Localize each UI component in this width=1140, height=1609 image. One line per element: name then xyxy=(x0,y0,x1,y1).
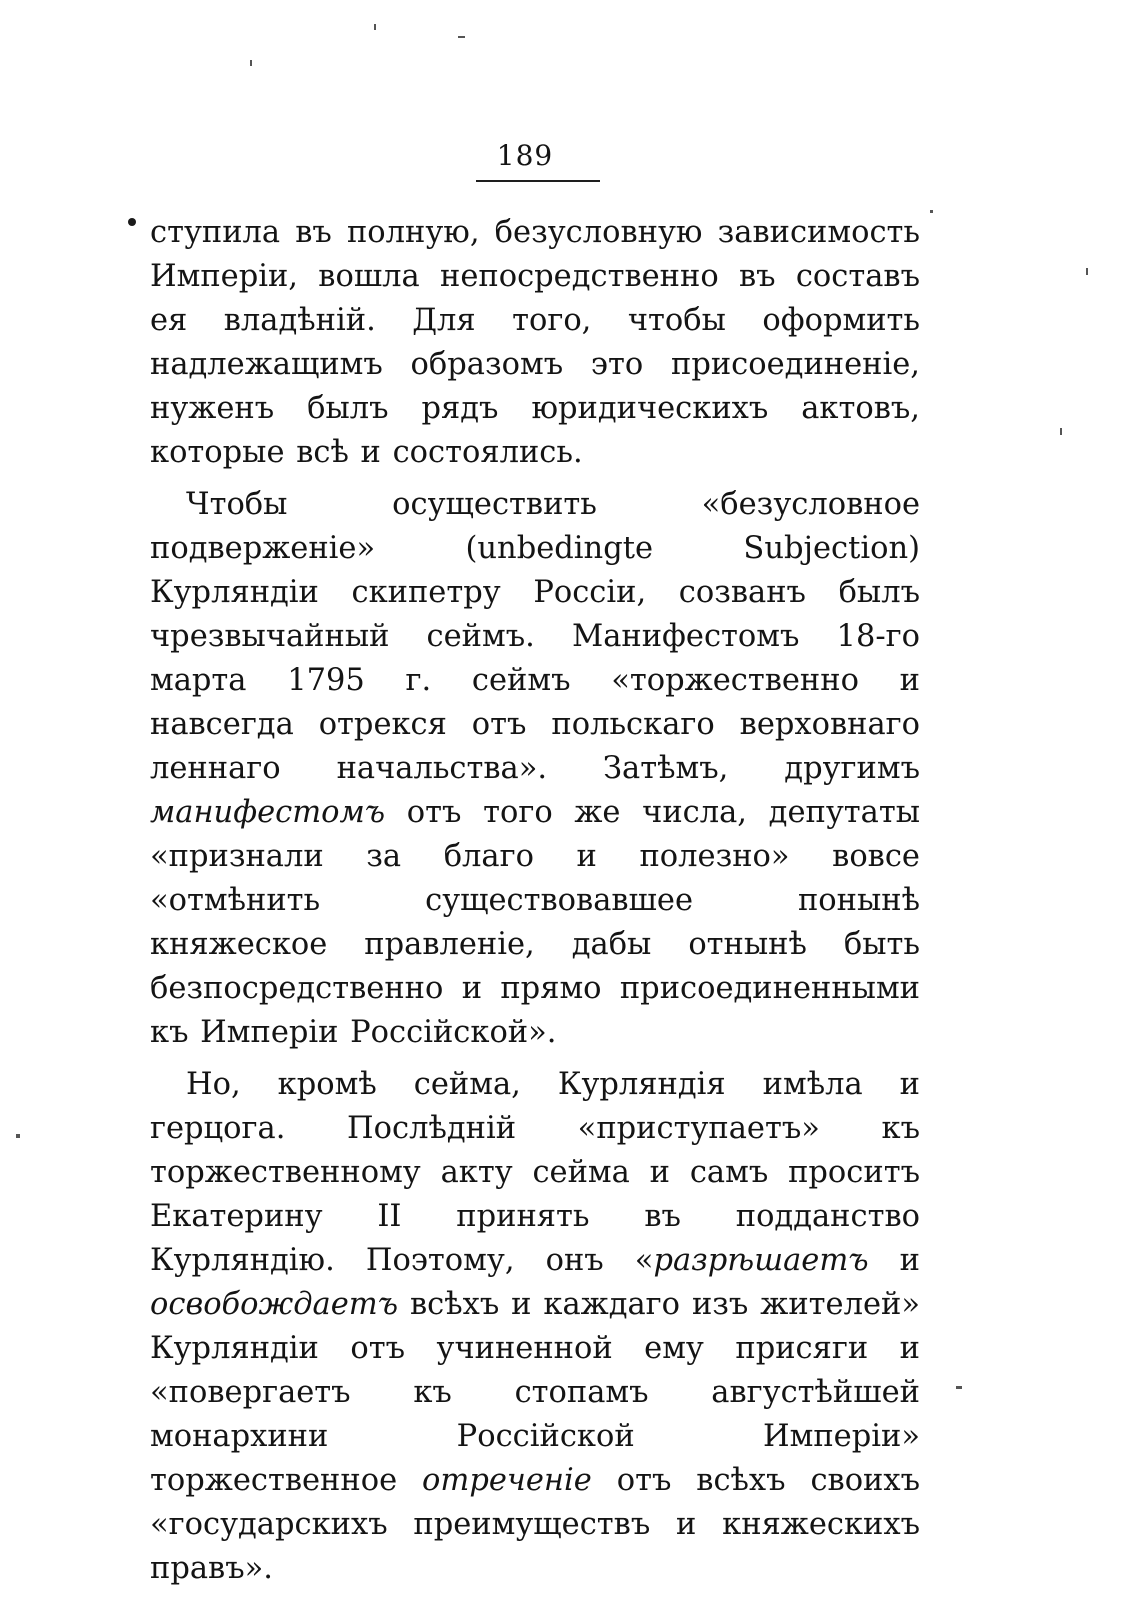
page-number: 189 xyxy=(496,139,554,172)
italic-run: разрѣшаетъ xyxy=(653,1243,869,1278)
scan-speck xyxy=(930,210,933,213)
text-run: всѣхъ и каждаго изъ жителей» Курляндіи отъ учиненной ему присяги и «повергаетъ къ стопамъ августѣйшей монархини Россійской Имперіи» торжественное xyxy=(150,1287,920,1498)
scan-speck xyxy=(1060,428,1062,435)
italic-run: отреченіе xyxy=(422,1463,592,1498)
paragraph-1 xyxy=(150,211,920,475)
text-run: и xyxy=(868,1243,920,1278)
italic-run: манифестомъ xyxy=(150,795,386,830)
scan-speck xyxy=(956,1386,962,1389)
scan-speck xyxy=(1086,268,1088,275)
scan-speck xyxy=(374,24,376,30)
scan-speck xyxy=(250,60,252,66)
paragraph-2 xyxy=(150,483,920,1055)
ink-dot xyxy=(128,218,136,226)
body-text xyxy=(150,211,920,1599)
scan-speck xyxy=(16,1134,20,1138)
scan-speck xyxy=(458,36,465,38)
text-run: Но, кромѣ сейма, Курляндія имѣла и герцога. Послѣдній «приступаетъ» къ торжественному акту сейма и самъ проситъ Екатерину II принять въ подданство Курляндію. Поэтому, онъ « xyxy=(150,1067,920,1278)
header-rule xyxy=(476,180,600,182)
text-run: ступила въ полную, безусловную зависимость Имперіи, вошла непосредственно въ составъ ея владѣній. Для того, чтобы оформить надлежащимъ образомъ это присоединеніе, нуженъ былъ рядъ юридическихъ актовъ, которые всѣ и состоялись. xyxy=(150,215,920,470)
text-run: Чтобы осуществить «безусловное подверженіе» (unbedingte Subjection) Курляндіи скипетру Россіи, созванъ былъ чрезвычайный сеймъ. Манифестомъ 18-го марта 1795 г. сеймъ «торжественно и навсегда отрекся отъ польскаго верховнаго леннаго начальства». Затѣмъ, другимъ xyxy=(150,487,920,786)
paragraph-3 xyxy=(150,1063,920,1591)
italic-run: освобождаетъ xyxy=(150,1287,399,1322)
text-run: отъ того же числа, депутаты «признали за благо и полезно» вовсе «отмѣнить существовавшее понынѣ княжеское правленіе, дабы отнынѣ быть безпосредственно и прямо присоединенными къ Имперіи Россійской». xyxy=(150,795,920,1050)
text-run: отъ всѣхъ своихъ «государскихъ преимуществъ и княжескихъ правъ». xyxy=(150,1463,920,1586)
